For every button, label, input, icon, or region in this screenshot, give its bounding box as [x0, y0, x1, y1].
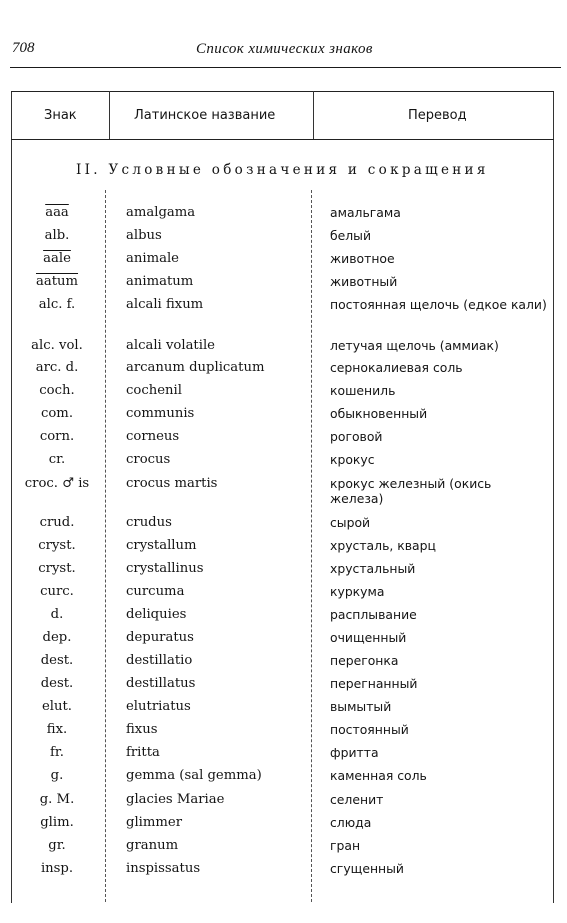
row-latin: inspissatus [126, 861, 201, 876]
row-sign: curc. [40, 584, 74, 599]
row-sign: glim. [40, 815, 74, 830]
row-sign: coch. [39, 383, 75, 398]
row-sign: dest. [40, 653, 74, 668]
row-sign: croc. ♂ is [24, 476, 90, 491]
row-latin: alcali fixum [126, 297, 204, 312]
row-translation: крокус железный (окись железа) [330, 476, 492, 506]
body-divider-2 [311, 190, 312, 902]
row-latin: animale [126, 251, 179, 266]
running-head: Список химических знаков [196, 41, 373, 57]
row-latin: destillatus [126, 676, 196, 691]
row-sign: cryst. [38, 561, 76, 576]
row-latin: fritta [126, 745, 160, 760]
row-latin: crystallum [126, 538, 197, 553]
row-sign: dep. [42, 630, 72, 645]
row-translation: сырой [330, 515, 371, 530]
row-sign: fix. [46, 722, 68, 737]
header-divider-2 [313, 91, 314, 139]
row-translation: постоянная щелочь (едкое кали) [330, 297, 547, 312]
row-translation: куркума [330, 584, 385, 599]
row-latin: arcanum duplicatum [126, 360, 265, 375]
row-translation: обыкновенный [330, 406, 428, 421]
row-translation: хрустальный [330, 561, 416, 576]
row-sign: g. [50, 768, 64, 783]
page-number: 708 [12, 40, 35, 56]
row-sign: corn. [39, 429, 75, 444]
row-latin: alcali volatile [126, 338, 215, 353]
row-latin: crocus martis [126, 476, 218, 491]
header-divider-1 [109, 91, 110, 139]
column-header-translation: Перевод [408, 108, 467, 123]
row-latin: cochenil [126, 383, 182, 398]
row-latin: glimmer [126, 815, 182, 830]
row-sign: gr. [48, 838, 66, 853]
row-latin: curcuma [126, 584, 185, 599]
row-sign: alb. [44, 228, 70, 243]
row-sign: arc. d. [35, 360, 79, 375]
row-translation: животный [330, 274, 398, 289]
row-latin: communis [126, 406, 195, 421]
row-translation: слюда [330, 815, 372, 830]
row-latin: destillatio [126, 653, 193, 668]
body-divider-1 [105, 190, 106, 902]
row-latin: albus [126, 228, 162, 243]
row-sign: d. [50, 607, 64, 622]
row-translation: гран [330, 838, 361, 853]
row-sign: fr. [50, 745, 64, 760]
row-translation: перегнанный [330, 676, 418, 691]
row-translation: селенит [330, 792, 384, 807]
row-latin: depuratus [126, 630, 194, 645]
row-translation: летучая щелочь (аммиак) [330, 338, 499, 353]
row-sign: insp. [40, 861, 74, 876]
row-translation: очищенный [330, 630, 407, 645]
row-translation: фритта [330, 745, 379, 760]
row-sign: crud. [39, 515, 75, 530]
header-rule [10, 67, 561, 68]
row-latin: amalgama [126, 205, 196, 220]
row-latin: crudus [126, 515, 172, 530]
row-translation: сернокалиевая соль [330, 360, 463, 375]
row-latin: granum [126, 838, 179, 853]
row-latin: gemma (sal gemma) [126, 768, 262, 783]
row-translation: вымытый [330, 699, 392, 714]
row-translation: крокус [330, 452, 375, 467]
row-latin: corneus [126, 429, 180, 444]
row-translation: амальгама [330, 205, 401, 220]
row-latin: glacies Mariae [126, 792, 225, 807]
row-sign: $\overline{aaa}$ [45, 205, 69, 220]
row-translation: сгущенный [330, 861, 404, 876]
row-translation: перегонка [330, 653, 399, 668]
row-sign: alc. f. [38, 297, 76, 312]
row-latin: crocus [126, 452, 171, 467]
row-sign: aale [43, 251, 71, 266]
row-latin: elutriatus [126, 699, 191, 714]
column-header-latin: Латинское название [134, 108, 276, 123]
row-translation: каменная соль [330, 768, 427, 783]
row-sign: elut. [41, 699, 72, 714]
row-translation: кошениль [330, 383, 396, 398]
row-translation: животное [330, 251, 395, 266]
row-latin: deliquies [126, 607, 187, 622]
row-sign: g. M. [39, 792, 75, 807]
row-translation: хрусталь, кварц [330, 538, 436, 553]
row-latin: animatum [126, 274, 194, 289]
row-sign: cr. [48, 452, 66, 467]
header-bottom-rule [11, 139, 554, 140]
section-title: II. Условные обозначения и сокращения [76, 162, 489, 178]
table-top-rule [11, 91, 554, 92]
row-sign: alc. vol. [31, 338, 83, 353]
row-sign: com. [40, 406, 74, 421]
row-sign: cryst. [38, 538, 76, 553]
row-latin: crystallinus [126, 561, 204, 576]
column-header-sign: Знак [44, 108, 77, 123]
row-translation: постоянный [330, 722, 409, 737]
row-translation: белый [330, 228, 372, 243]
row-translation: роговой [330, 429, 383, 444]
row-sign: aatum [35, 274, 79, 289]
row-latin: fixus [126, 722, 158, 737]
row-sign: dest. [40, 676, 74, 691]
row-translation: расплывание [330, 607, 417, 622]
